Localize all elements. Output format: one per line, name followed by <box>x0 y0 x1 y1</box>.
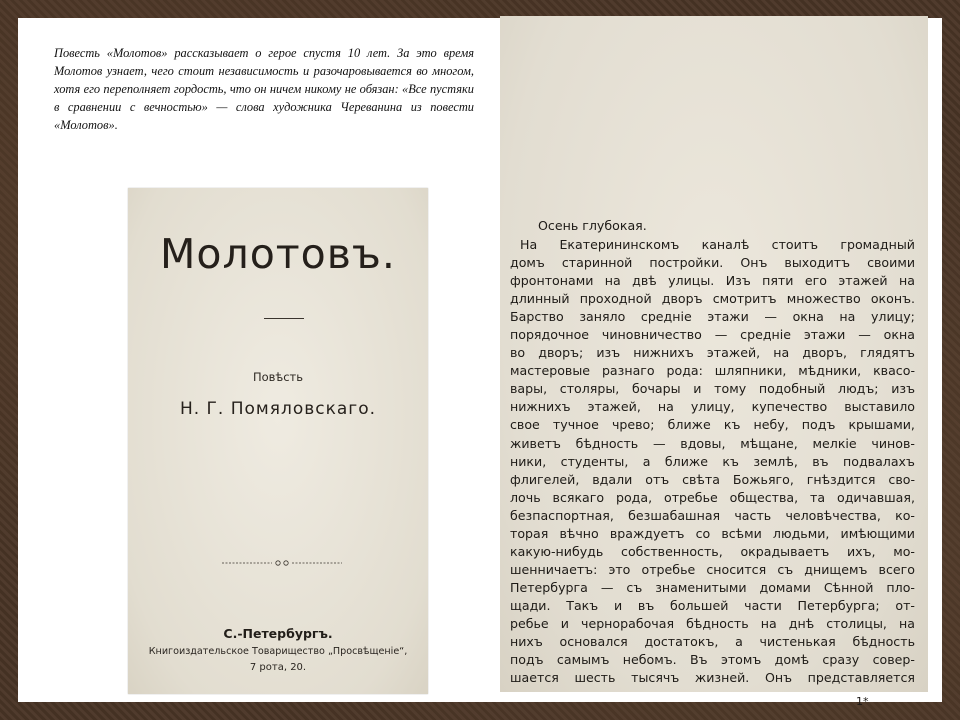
word: на <box>899 615 915 631</box>
word: бѣдность <box>852 634 915 650</box>
word: имѣющими <box>840 525 915 541</box>
word: со <box>695 525 711 541</box>
word: шается <box>510 670 559 686</box>
word: — <box>600 579 614 595</box>
word: этажи <box>707 309 749 325</box>
word: Въ <box>690 652 708 668</box>
word: этажей, <box>706 345 761 361</box>
word: свое <box>510 417 540 433</box>
word: а <box>735 634 743 650</box>
word: съ <box>777 561 794 577</box>
word: улицу; <box>870 309 915 325</box>
text-line <box>510 308 915 326</box>
word: сво- <box>888 471 915 487</box>
text-body <box>510 236 915 687</box>
word: въ <box>637 597 655 613</box>
word: на <box>898 273 915 289</box>
word: общества, <box>729 489 799 505</box>
word: подвалахъ <box>843 453 915 469</box>
text-line <box>510 597 915 615</box>
word: заняло <box>579 309 626 325</box>
word: — <box>764 309 777 325</box>
word: это <box>608 561 631 577</box>
word: къ <box>723 417 741 433</box>
page-gap <box>484 18 500 702</box>
word: и <box>613 597 623 613</box>
word: выставило <box>844 399 915 415</box>
word: улицу, <box>690 399 735 415</box>
word: враждуетъ <box>609 525 685 541</box>
text-line <box>510 362 915 380</box>
word: фронтонами <box>510 273 594 289</box>
word: основался <box>559 634 628 650</box>
word: Петербурга <box>510 579 588 595</box>
text-line <box>510 435 915 453</box>
text-line <box>510 651 915 669</box>
word: бочары <box>632 381 681 397</box>
text-line <box>510 507 915 525</box>
word: тучное <box>552 417 599 433</box>
word: чистенькая <box>759 634 836 650</box>
word: столицы, <box>826 615 887 631</box>
word: студенты, <box>560 453 629 469</box>
word: днѣ <box>788 615 815 631</box>
word: тому <box>714 381 747 397</box>
word: бѣдность <box>686 615 749 631</box>
text-line <box>510 272 915 290</box>
word: мо- <box>893 543 915 559</box>
word: окна <box>883 327 915 343</box>
word: этажей <box>838 273 888 289</box>
word: купечество <box>751 399 828 415</box>
word: домѣ <box>774 652 810 668</box>
word: проходной <box>579 291 652 307</box>
word: части <box>744 597 782 613</box>
word: Изъ <box>725 273 751 289</box>
text-line <box>510 453 915 471</box>
word: мастеровые <box>510 363 591 379</box>
word: отъ <box>645 471 670 487</box>
word: человѣчества, <box>785 507 881 523</box>
word: нихъ <box>510 634 543 650</box>
word: во <box>510 345 526 361</box>
caption-text: Повесть «Молотов» рассказывает о герое спустя 10 лет. За это время Молотов узнает, чего стоит независимость и разочаровывается во многом, хотя его переполняет гордость, что он ничем никому не обязан: «Все пустяки в сравнении с вечностью» — слова художника Череванина из повести «Молотов». <box>54 46 474 132</box>
book-genre: Повѣсть <box>253 370 303 384</box>
word: подобный <box>758 381 826 397</box>
book-title: Молотовъ. <box>160 230 396 278</box>
text-page-scan <box>500 16 928 708</box>
word: своими <box>867 255 915 271</box>
word: двѣ <box>632 273 657 289</box>
word: домъ <box>510 255 545 271</box>
page-number: 1* <box>856 695 869 708</box>
text-line <box>510 290 915 308</box>
word: небу, <box>753 417 789 433</box>
word: Петербурга; <box>797 597 880 613</box>
word: въ <box>812 453 829 469</box>
word: его <box>804 273 827 289</box>
word: на <box>773 345 790 361</box>
word: шесть <box>574 670 616 686</box>
word: большей <box>669 597 729 613</box>
word: громадный <box>840 237 915 252</box>
word: Онъ <box>764 670 792 686</box>
word: отребье <box>641 561 696 577</box>
text-line <box>510 236 915 254</box>
word: рода, <box>615 489 653 505</box>
word: представляется <box>807 670 915 686</box>
word: къ <box>722 453 739 469</box>
word: изъ <box>596 345 621 361</box>
text-line <box>510 398 915 416</box>
slide <box>18 18 942 708</box>
word: ближе <box>664 453 708 469</box>
publication-city: С.-Петербургъ. <box>223 626 333 641</box>
word: порядочное <box>510 327 590 343</box>
word: крышами, <box>848 417 915 433</box>
word: землѣ, <box>753 453 798 469</box>
word: — <box>858 327 871 343</box>
word: людьми, <box>772 525 830 541</box>
word: безпаспортная, <box>510 507 614 523</box>
word: ребье <box>510 615 549 631</box>
word: множество <box>786 291 861 307</box>
text-line <box>510 615 915 633</box>
word: ники, <box>510 453 547 469</box>
word: длинный <box>510 291 570 307</box>
ornament-divider <box>222 558 342 568</box>
word: собственность, <box>621 543 723 559</box>
word: — <box>714 327 728 343</box>
word: чиновничество <box>601 327 702 343</box>
word: Онъ <box>740 255 768 271</box>
word: от- <box>895 597 915 613</box>
word: стоитъ <box>771 237 819 252</box>
word: съ <box>626 579 643 595</box>
word: этомъ <box>720 652 762 668</box>
word: Сѣнной <box>823 579 874 595</box>
word: окрадываетъ <box>740 543 830 559</box>
word: вѣчно <box>559 525 599 541</box>
publisher-address: 7 рота, 20. <box>249 662 307 673</box>
word: всего <box>878 561 915 577</box>
book-author: Н. Г. Помяловскаго. <box>179 399 377 419</box>
text-line <box>510 380 915 398</box>
word: безшабашная <box>628 507 721 523</box>
text-line <box>510 633 915 651</box>
word: пяти <box>762 273 794 289</box>
word: шенничаетъ: <box>510 561 598 577</box>
text-lead-line: Осень глубокая. <box>538 218 647 233</box>
word: всѣми <box>721 525 762 541</box>
word: чинов- <box>871 435 915 451</box>
word: жизней. <box>694 670 750 686</box>
word: вдовы, <box>680 435 726 451</box>
word: на <box>839 309 856 325</box>
word: вдали <box>592 471 633 487</box>
word: постройки. <box>649 255 724 271</box>
text-line <box>510 489 915 507</box>
word: совер- <box>872 652 915 668</box>
text-line <box>510 669 915 687</box>
word: средніе <box>640 309 692 325</box>
word: улицы. <box>668 273 715 289</box>
word: днищемъ <box>804 561 868 577</box>
word: а <box>642 453 651 469</box>
word: на <box>760 615 777 631</box>
word: разнаго <box>601 363 655 379</box>
word: дворъ; <box>538 345 584 361</box>
word: щади. <box>510 597 551 613</box>
word: на <box>657 399 674 415</box>
word: флигелей, <box>510 471 580 487</box>
word: этажи <box>803 327 846 343</box>
word: та <box>810 489 826 505</box>
word: Барство <box>510 309 564 325</box>
word: достатокъ, <box>644 634 719 650</box>
text-line <box>510 471 915 489</box>
word: оконъ. <box>870 291 915 307</box>
word: сносится <box>706 561 767 577</box>
word: людъ; <box>838 381 879 397</box>
word: живетъ <box>510 435 561 451</box>
word: сразу <box>822 652 860 668</box>
word: подъ <box>801 417 836 433</box>
word: домами <box>759 579 811 595</box>
word: и <box>560 615 569 631</box>
word: окна <box>792 309 824 325</box>
word: нижнихъ <box>633 345 694 361</box>
word: одичавшая, <box>836 489 915 505</box>
text-line <box>510 561 915 579</box>
word: дворъ <box>661 291 703 307</box>
word: знаменитыми <box>655 579 747 595</box>
word: чернорабочая <box>581 615 675 631</box>
word: чрево; <box>611 417 655 433</box>
word: рода: <box>666 363 703 379</box>
word: квасо- <box>873 363 915 379</box>
word: ихъ, <box>846 543 876 559</box>
word: мѣщане, <box>740 435 798 451</box>
word: на <box>604 273 621 289</box>
word: нижнихъ <box>510 399 571 415</box>
publisher: Книгоиздательское Товарищество „Просвѣщеніе“, <box>148 646 408 657</box>
text-line <box>510 326 915 344</box>
word: ко- <box>895 507 915 523</box>
word: пло- <box>886 579 915 595</box>
word: бѣдность <box>575 435 639 451</box>
word: отребье <box>664 489 718 505</box>
word: Екатерининскомъ <box>559 237 680 252</box>
text-line <box>510 344 915 362</box>
title-page-scan <box>128 188 428 694</box>
word: Божьяго, <box>732 471 794 487</box>
text-line <box>510 525 915 543</box>
word: свѣта <box>682 471 720 487</box>
word: гнѣздится <box>806 471 876 487</box>
word: глядятъ <box>860 345 915 361</box>
word: старинной <box>561 255 633 271</box>
word: этажей, <box>587 399 641 415</box>
word: часть <box>734 507 772 523</box>
word: тысячъ <box>631 670 680 686</box>
word: мѣдники, <box>798 363 862 379</box>
word: всякаго <box>552 489 605 505</box>
word: выходитъ <box>784 255 851 271</box>
title-rule <box>264 318 304 319</box>
word: — <box>652 435 666 451</box>
word: подъ <box>510 652 544 668</box>
word: торая <box>510 525 549 541</box>
word: столяры, <box>559 381 620 397</box>
word: средніе <box>740 327 792 343</box>
word: каналѣ <box>701 237 750 252</box>
text-line <box>510 579 915 597</box>
text-line <box>510 254 915 272</box>
word: самымъ <box>556 652 610 668</box>
word: шляпники, <box>714 363 787 379</box>
text-line <box>510 416 915 434</box>
word: ближе <box>667 417 711 433</box>
word: какую-нибудь <box>510 543 604 559</box>
word: и <box>693 381 702 397</box>
word: Такъ <box>566 597 599 613</box>
word: мелкіе <box>812 435 857 451</box>
word: изъ <box>891 381 915 397</box>
word: небомъ. <box>622 652 677 668</box>
word: лочь <box>510 489 541 505</box>
word: смотритъ <box>712 291 777 307</box>
word: На <box>520 237 538 252</box>
word: дворъ, <box>802 345 848 361</box>
text-line <box>510 543 915 561</box>
word: вары, <box>510 381 548 397</box>
